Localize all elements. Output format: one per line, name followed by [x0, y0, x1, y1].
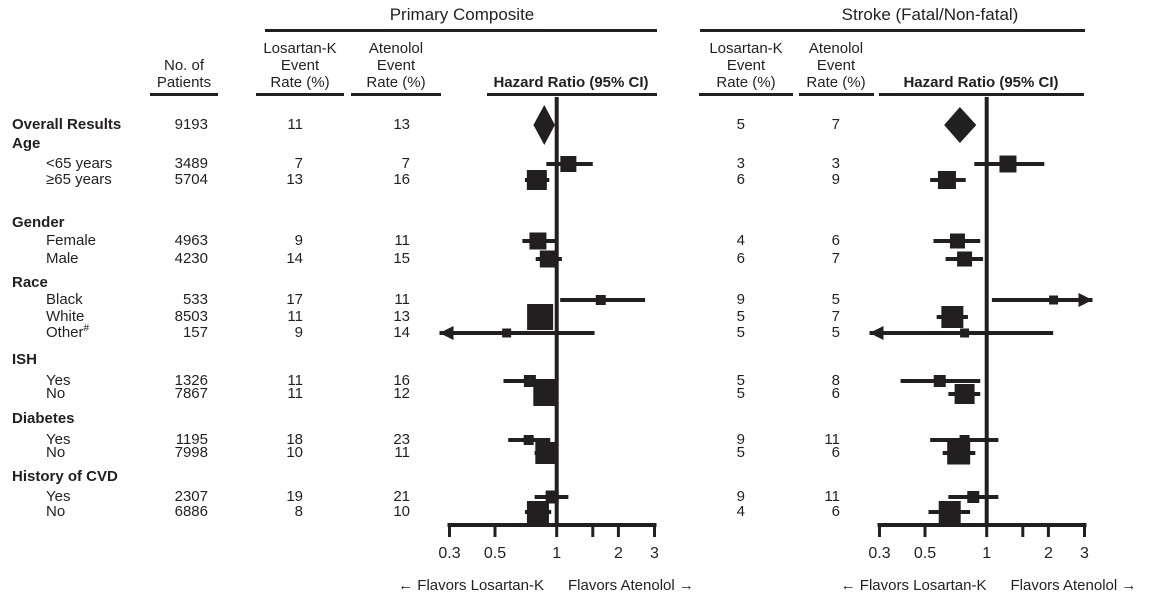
losartan-rate-header-line: Event	[726, 57, 766, 74]
row-label: Other#	[46, 323, 90, 341]
hazard-ratio-marker	[540, 251, 557, 268]
losartan-rate-stroke: 5	[736, 324, 745, 341]
losartan-rate-primary: 11	[287, 308, 303, 325]
row-label: <65 years	[46, 155, 113, 172]
losartan-rate-primary: 8	[294, 503, 303, 520]
atenolol-rate-primary: 16	[393, 171, 410, 188]
row-label: No	[46, 503, 66, 520]
axis-tick-label: 2	[613, 545, 623, 562]
hazard-ratio-marker	[950, 234, 965, 249]
axis-tick-label: 0.3	[868, 545, 891, 562]
hazard-ratio-marker	[967, 491, 979, 503]
losartan-rate-primary: 17	[286, 291, 303, 308]
atenolol-rate-primary: 21	[393, 488, 410, 505]
losartan-rate-primary: 19	[286, 488, 303, 505]
patients-count: 3489	[174, 155, 208, 172]
losartan-rate-header-line: Losartan-K	[709, 40, 783, 57]
hazard-ratio-marker	[939, 501, 961, 523]
hazard-ratio-marker	[947, 442, 970, 465]
patients-count: 4963	[174, 232, 208, 249]
favors-losartan-label: ← Flavors Losartan-K	[398, 577, 544, 594]
losartan-rate-primary: 7	[294, 155, 303, 172]
hazard-ratio-header-primary: Hazard Ratio (95% CI)	[493, 74, 649, 91]
favors-atenolol-label: Flavors Atenolol →	[1010, 577, 1137, 594]
atenolol-rate-stroke: 6	[831, 232, 840, 249]
row-label: Male	[46, 250, 79, 267]
patients-header-underline	[150, 93, 218, 96]
patients-count: 6886	[174, 503, 208, 520]
atenolol-rate-stroke: 7	[831, 308, 840, 325]
losartan-rate-stroke: 5	[736, 385, 745, 402]
atenolol-rate-primary: 13	[393, 308, 410, 325]
row-label: Race	[12, 274, 48, 291]
atenolol-rate-stroke: 7	[831, 116, 840, 133]
atenolol-rate-stroke: 9	[831, 171, 840, 188]
column-header-underline	[256, 93, 344, 96]
patients-count: 7998	[174, 444, 208, 461]
atenolol-rate-header-line: Atenolol	[368, 40, 424, 57]
losartan-rate-stroke: 5	[736, 372, 745, 389]
atenolol-rate-primary: 11	[394, 444, 410, 461]
row-label: Yes	[46, 488, 71, 505]
patients-count: 157	[182, 324, 208, 341]
hazard-ratio-marker	[560, 156, 576, 172]
losartan-rate-stroke: 4	[736, 232, 745, 249]
atenolol-rate-stroke: 11	[824, 431, 840, 448]
losartan-rate-stroke: 9	[736, 291, 745, 308]
axis-tick-label: 0.5	[913, 545, 937, 562]
favors-footer	[385, 577, 707, 594]
row-label: History of CVD	[12, 468, 118, 485]
hazard-ratio-header-stroke: Hazard Ratio (95% CI)	[903, 74, 1059, 91]
atenolol-rate-primary: 23	[393, 431, 410, 448]
atenolol-rate-primary: 10	[393, 503, 410, 520]
panel-title-rule	[700, 29, 1085, 32]
atenolol-rate-stroke: 6	[831, 503, 840, 520]
panel-title-primary-composite: Primary Composite	[389, 5, 535, 24]
axis-tick-label: 1	[982, 545, 992, 562]
column-header-underline	[799, 93, 874, 96]
patients-count: 4230	[174, 250, 208, 267]
row-label: Yes	[46, 431, 71, 448]
hazard-ratio-marker	[502, 329, 511, 338]
atenolol-rate-header-line: Event	[816, 57, 856, 74]
losartan-rate-header-line: Rate (%)	[270, 74, 330, 91]
patients-count: 9193	[174, 116, 208, 133]
row-label: Black	[46, 291, 83, 308]
atenolol-rate-header-line: Atenolol	[808, 40, 864, 57]
column-header-underline	[879, 93, 1084, 96]
hazard-ratio-marker	[955, 384, 975, 404]
losartan-rate-header-line: Losartan-K	[263, 40, 337, 57]
losartan-rate-primary: 18	[286, 431, 303, 448]
losartan-rate-stroke: 6	[736, 171, 745, 188]
atenolol-rate-header-line: Event	[376, 57, 416, 74]
hazard-ratio-marker	[527, 170, 547, 190]
hazard-ratio-marker	[596, 295, 606, 305]
patients-count: 2307	[174, 488, 208, 505]
atenolol-rate-primary: 15	[393, 250, 410, 267]
losartan-rate-header-line: Event	[280, 57, 320, 74]
losartan-rate-primary: 9	[294, 324, 303, 341]
row-label: ≥65 years	[46, 171, 112, 188]
patients-count: 8503	[174, 308, 208, 325]
losartan-rate-stroke: 3	[736, 155, 745, 172]
row-label: No	[46, 444, 66, 461]
patients-count: 1326	[174, 372, 208, 389]
axis-tick-label: 0.3	[438, 545, 461, 562]
hazard-ratio-marker	[934, 375, 946, 387]
summary-diamond	[944, 107, 976, 143]
panel-title-stroke: Stroke (Fatal/Non-fatal)	[841, 5, 1019, 24]
column-header-underline	[351, 93, 441, 96]
losartan-rate-stroke: 9	[736, 431, 745, 448]
row-label: Diabetes	[12, 410, 75, 427]
patients-count: 1195	[175, 431, 208, 448]
hazard-ratio-marker	[960, 329, 969, 338]
atenolol-rate-stroke: 11	[824, 488, 840, 505]
patients-count: 533	[182, 291, 208, 308]
atenolol-rate-header-line: Rate (%)	[806, 74, 866, 91]
atenolol-rate-primary: 7	[401, 155, 410, 172]
row-label: No	[46, 385, 66, 402]
hazard-ratio-marker	[535, 442, 557, 464]
axis-tick-label: 3	[650, 545, 659, 562]
hazard-ratio-marker	[938, 171, 956, 189]
row-label-superscript: #	[83, 323, 90, 334]
axis-tick-label: 3	[1080, 545, 1089, 562]
atenolol-rate-stroke: 3	[831, 155, 840, 172]
atenolol-rate-header-line: Rate (%)	[366, 74, 426, 91]
hazard-ratio-marker	[527, 501, 549, 523]
losartan-rate-primary: 10	[286, 444, 303, 461]
losartan-rate-stroke: 6	[736, 250, 745, 267]
atenolol-rate-stroke: 6	[831, 385, 840, 402]
atenolol-rate-stroke: 7	[831, 250, 840, 267]
favors-atenolol-label: Flavors Atenolol →	[568, 577, 694, 594]
summary-diamond	[533, 105, 554, 145]
losartan-rate-stroke: 9	[736, 488, 745, 505]
column-header-underline	[699, 93, 793, 96]
favors-footer	[817, 577, 1160, 594]
losartan-rate-primary: 11	[287, 116, 303, 133]
axis-tick-label: 0.5	[483, 545, 507, 562]
row-label: Overall Results	[12, 116, 122, 133]
atenolol-rate-stroke: 6	[831, 444, 840, 461]
atenolol-rate-primary: 11	[394, 291, 410, 308]
patients-header-line: No. of	[163, 57, 205, 74]
atenolol-rate-primary: 11	[394, 232, 410, 249]
hazard-ratio-marker	[529, 233, 546, 250]
losartan-rate-stroke: 4	[736, 503, 745, 520]
axis-tick-label: 2	[1043, 545, 1053, 562]
patients-header-line: Patients	[156, 74, 212, 91]
atenolol-rate-stroke: 5	[831, 324, 840, 341]
hazard-ratio-marker	[533, 382, 557, 406]
column-header-underline	[487, 93, 657, 96]
row-label: ISH	[12, 351, 38, 368]
losartan-rate-primary: 11	[287, 372, 303, 389]
row-label: Gender	[12, 214, 65, 231]
row-label: Female	[46, 232, 97, 249]
hazard-ratio-marker	[524, 435, 534, 445]
atenolol-rate-stroke: 8	[831, 372, 840, 389]
favors-losartan-label: ← Flavors Losartan-K	[840, 577, 987, 594]
losartan-rate-primary: 11	[287, 385, 303, 402]
hazard-ratio-marker	[941, 306, 963, 328]
hazard-ratio-marker	[999, 156, 1016, 173]
atenolol-rate-primary: 13	[393, 116, 410, 133]
losartan-rate-stroke: 5	[736, 116, 745, 133]
losartan-rate-stroke: 5	[736, 444, 745, 461]
atenolol-rate-stroke: 5	[831, 291, 840, 308]
row-label: White	[46, 308, 85, 325]
axis-tick-label: 1	[552, 545, 562, 562]
panel-title-rule	[265, 29, 657, 32]
losartan-rate-header-line: Rate (%)	[716, 74, 776, 91]
row-label: Age	[12, 135, 41, 152]
atenolol-rate-primary: 12	[393, 385, 410, 402]
hazard-ratio-marker	[1049, 296, 1058, 305]
patients-count: 5704	[174, 171, 208, 188]
atenolol-rate-primary: 14	[393, 324, 410, 341]
row-label: Yes	[46, 372, 71, 389]
hazard-ratio-marker	[957, 252, 972, 267]
losartan-rate-primary: 14	[286, 250, 303, 267]
losartan-rate-primary: 13	[286, 171, 303, 188]
atenolol-rate-primary: 16	[393, 372, 410, 389]
losartan-rate-stroke: 5	[736, 308, 745, 325]
hazard-ratio-marker	[527, 304, 553, 330]
patients-count: 7867	[174, 385, 208, 402]
losartan-rate-primary: 9	[294, 232, 303, 249]
